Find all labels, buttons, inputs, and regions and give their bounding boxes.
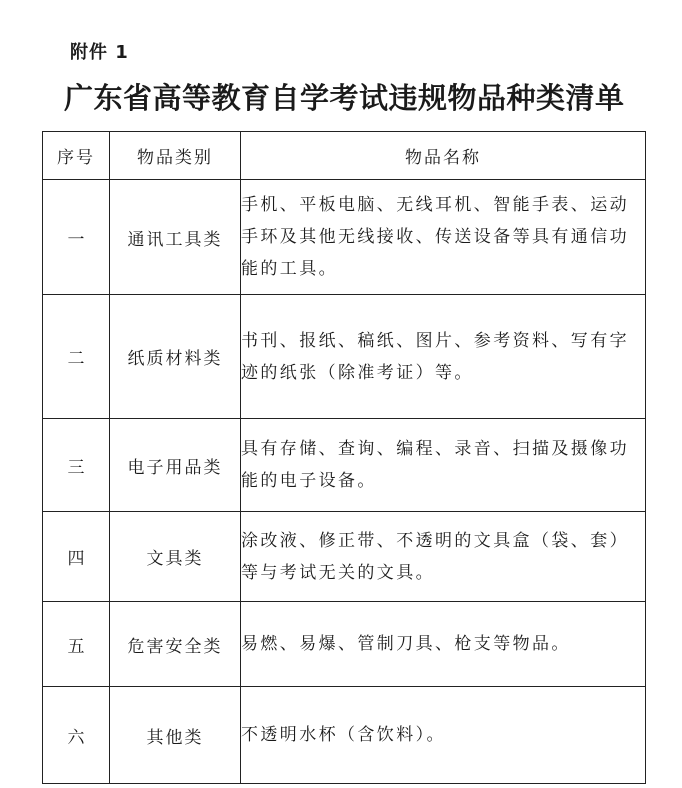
table-row <box>43 419 646 512</box>
row-item-names: 具有存储、查询、编程、录音、扫描及摄像功能的电子设备。 <box>241 419 646 512</box>
table-row <box>43 180 646 295</box>
row-category: 文具类 <box>110 512 241 602</box>
header-name: 物品名称 <box>241 132 646 180</box>
row-item-names: 手机、平板电脑、无线耳机、智能手表、运动手环及其他无线接收、传送设备等具有通信功能的工具。 <box>241 180 646 295</box>
row-item-names: 书刊、报纸、稿纸、图片、参考资料、写有字迹的纸张（除准考证）等。 <box>241 295 646 419</box>
row-item-names: 涂改液、修正带、不透明的文具盒（袋、套）等与考试无关的文具。 <box>241 512 646 602</box>
table-row <box>43 512 646 602</box>
prohibited-items-table <box>42 131 646 784</box>
table-row <box>43 687 646 784</box>
page-title: 广东省高等教育自学考试违规物品种类清单 <box>64 81 625 115</box>
table-row <box>43 602 646 687</box>
row-category: 纸质材料类 <box>110 295 241 419</box>
row-item-names: 易燃、易爆、管制刀具、枪支等物品。 <box>241 602 646 687</box>
row-category: 通讯工具类 <box>110 180 241 295</box>
row-category: 其他类 <box>110 687 241 784</box>
row-category: 危害安全类 <box>110 602 241 687</box>
row-category: 电子用品类 <box>110 419 241 512</box>
row-no: 五 <box>43 602 110 687</box>
row-item-names: 不透明水杯（含饮料）。 <box>241 687 646 784</box>
row-no: 一 <box>43 180 110 295</box>
table-header-row <box>43 132 646 180</box>
attachment-label: 附件 1 <box>70 42 129 63</box>
header-no: 序号 <box>43 132 110 180</box>
row-no: 二 <box>43 295 110 419</box>
header-category: 物品类别 <box>110 132 241 180</box>
table-row <box>43 295 646 419</box>
row-no: 三 <box>43 419 110 512</box>
row-no: 六 <box>43 687 110 784</box>
row-no: 四 <box>43 512 110 602</box>
